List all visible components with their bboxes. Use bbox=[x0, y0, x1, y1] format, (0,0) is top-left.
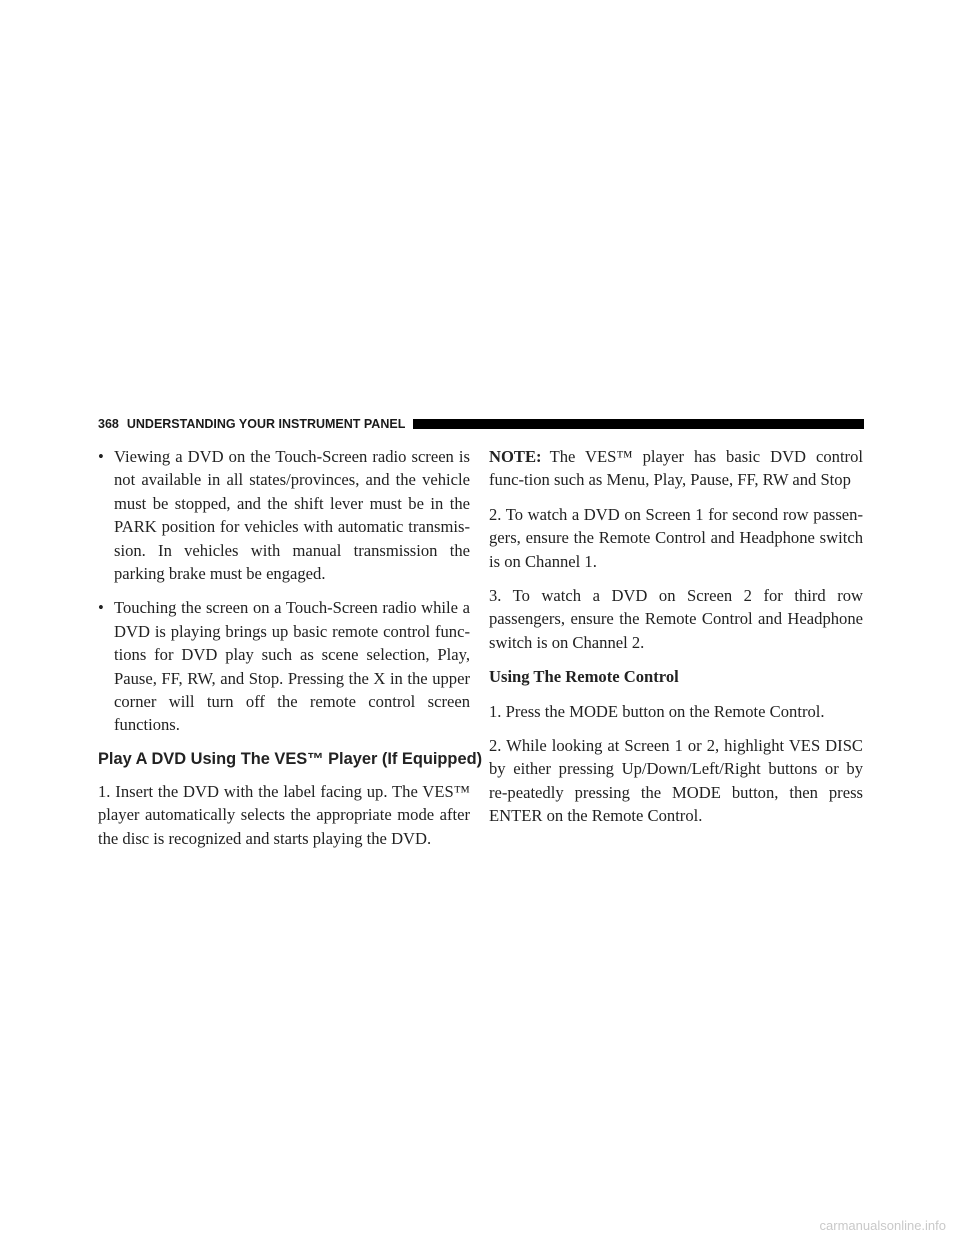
page-number: 368 bbox=[98, 417, 119, 431]
note-label: NOTE: bbox=[489, 447, 542, 466]
step-paragraph: 3. To watch a DVD on Screen 2 for third row passengers, ensure the Remote Control and Headphone switch is on Channel 2. bbox=[489, 586, 863, 652]
section-heading: Play A DVD Using The VES™ Player (If Equipped) bbox=[98, 749, 483, 768]
page-header bbox=[98, 415, 864, 433]
left-column bbox=[98, 445, 483, 861]
step-paragraph: 1. Press the MODE button on the Remote Control. bbox=[489, 701, 825, 721]
bullet-text: Touching the screen on a Touch-Screen radio while a DVD is playing brings up basic remote control func-tions for DVD play such as scene selection, Play, Pause, FF, RW, and Stop. Pressing the X in the upper corner will turn off the remote control screen functions. bbox=[114, 598, 470, 735]
note-paragraph bbox=[489, 445, 863, 492]
bullet-text: Viewing a DVD on the Touch-Screen radio screen is not available in all states/provinces, and the vehicle must be stopped, and the shift lever must be in the PARK position for vehicles with automatic transmis-sion. In vehicles with manual transmission the parking brake must be engaged. bbox=[114, 447, 470, 584]
step-paragraph: 2. While looking at Screen 1 or 2, highlight VES DISC by either pressing Up/Down/Left/Right buttons or by re-peatedly pressing the MODE button, then press ENTER on the Remote Control. bbox=[489, 736, 863, 826]
step-paragraph: 1. Insert the DVD with the label facing up. The VES™ player automatically selects the appropriate mode after the disc is recognized and starts playing the DVD. bbox=[98, 781, 470, 848]
bullet-mark: • bbox=[98, 447, 104, 466]
note-text: The VES™ player has basic DVD control func-tion such as Menu, Play, Pause, FF, RW and Stop bbox=[489, 447, 863, 490]
right-column bbox=[489, 445, 863, 839]
watermark-text: carmanualsonline.info bbox=[819, 1218, 946, 1233]
bullet-item bbox=[98, 445, 470, 585]
bullet-mark: • bbox=[98, 598, 104, 618]
step-paragraph: 2. To watch a DVD on Screen 1 for second row passen-gers, ensure the Remote Control and Headphone switch is on Channel 1. bbox=[489, 504, 863, 571]
section-title: UNDERSTANDING YOUR INSTRUMENT PANEL bbox=[126, 417, 406, 431]
sub-heading: Using The Remote Control bbox=[489, 667, 679, 687]
header-rule bbox=[413, 419, 864, 429]
bullet-item bbox=[98, 596, 470, 736]
